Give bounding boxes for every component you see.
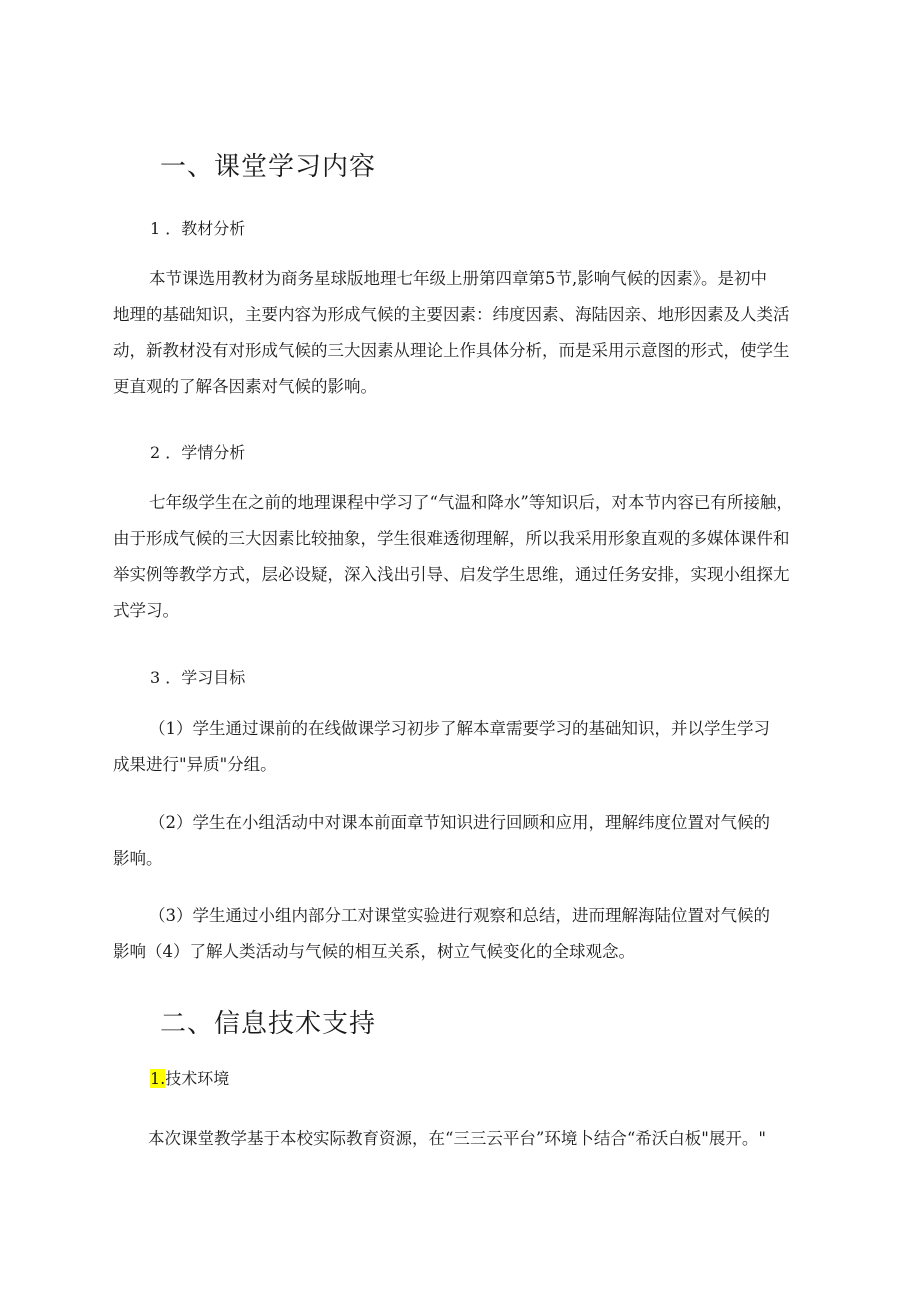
text-line: （3）学生通过小组内部分工对课堂实验进行观察和总结，进而理解海陆位置对气候的 — [149, 906, 770, 925]
paragraph-tech-environment: 本次课堂教学基于本校实际教育资源，在“三三云平台”环境卜结合“希沃白板"展开。" — [148, 1129, 766, 1148]
paragraph-goal-2 — [113, 805, 813, 877]
paragraph-goal-3 — [113, 898, 813, 970]
subsection-title-textbook-analysis: 1 ．教材分析 — [150, 219, 246, 238]
subsection-title-learning-goals: 3 ．学习目标 — [150, 668, 246, 687]
subsection-title-student-analysis: 2 ．学情分析 — [150, 443, 246, 462]
highlighted-number: 1. — [150, 1069, 166, 1088]
section-heading-1: 一、课堂学习内容 — [160, 152, 377, 182]
text-line: （1）学生通过课前的在线做课学习初步了解本章需要学习的基础知识，并以学生学习 — [149, 719, 770, 738]
text-line: 成果进行"异质"分组。 — [113, 755, 277, 774]
subsection-title-text: 技术环境 — [165, 1069, 230, 1088]
paragraph-student-analysis — [113, 485, 813, 629]
paragraph-textbook-analysis — [113, 261, 813, 405]
text-line: 地理的基础知识，主要内容为形成气候的主要因素：纬度因素、海陆因亲、地形因素及人类活 — [113, 305, 790, 324]
text-line: 本节课选用教材为商务星球版地理七年级上册第四章第5节,影响气候的因素》。是初中 — [149, 269, 767, 288]
text-line: 影响（4）了解人类活动与气候的相互关系，树立气候变化的全球观念。 — [113, 942, 635, 961]
text-line: 动，新教材没有对形成气候的三大因素从理论上作具体分析，而是采用示意图的形式，使学生 — [113, 341, 790, 360]
text-line: 举实例等教学方式，层必设疑，深入浅出引导、启发学生思维，通过任务安排，实现小组探尢 — [113, 565, 790, 584]
text-line: 更直观的了解各因素对气候的影响。 — [113, 377, 377, 396]
section-heading-2: 二、信息技术支持 — [160, 1009, 377, 1039]
text-line: 影响。 — [113, 849, 163, 868]
text-line: 由于形成气候的三大因素比较抽象，学生很难透彻理解，所以我采用形象直观的多媒体课件和 — [113, 529, 790, 548]
text-line: （2）学生在小组活动中对课本前面章节知识进行回顾和应用，理解纬度位置对气候的 — [149, 813, 770, 832]
text-line: 式学习。 — [113, 601, 179, 620]
subsection-title-tech-environment — [150, 1066, 229, 1089]
text-line: 七年级学生在之前的地理课程中学习了“气温和降水”等知识后，对本节内容已有所接触， — [149, 493, 793, 512]
paragraph-goal-1 — [113, 711, 813, 783]
